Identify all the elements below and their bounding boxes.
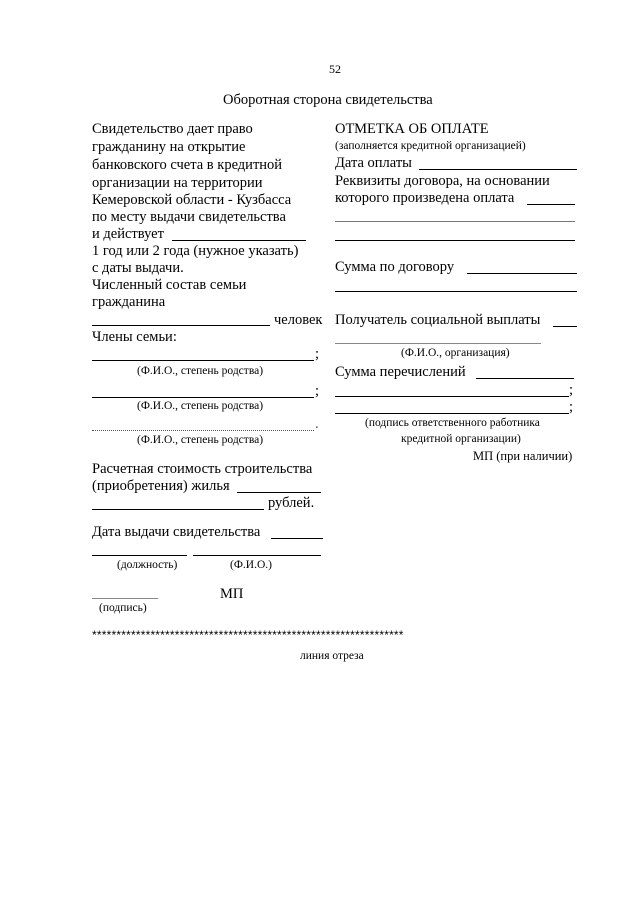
recipient-blank-2[interactable] [335, 343, 541, 344]
transfer-blank-2[interactable] [335, 396, 569, 397]
position-blank[interactable] [92, 555, 187, 556]
contract-sum-blank-2[interactable] [335, 291, 577, 292]
member-1-semicolon: ; [315, 346, 320, 362]
transfer-blank-3[interactable] [335, 413, 569, 414]
position-caption: (должность) [117, 559, 178, 571]
cost-line-2: (приобретения) жилья [92, 478, 230, 494]
cost-blank-1[interactable] [237, 492, 321, 493]
transfer-sum-blank[interactable] [476, 378, 574, 379]
payment-note: (заполняется кредитной организацией) [335, 140, 526, 152]
period-line-1: 1 год или 2 года (нужное указать) [92, 243, 299, 259]
payment-date-label: Дата оплаты [335, 155, 412, 171]
cost-blank-2[interactable] [92, 509, 264, 510]
contract-blank-2[interactable] [335, 221, 575, 222]
signature-blank[interactable] [92, 598, 158, 599]
contract-sum-label: Сумма по договору [335, 259, 455, 275]
contract-blank-3[interactable] [335, 240, 575, 241]
signer-fio-blank[interactable] [193, 555, 321, 556]
payment-date-blank[interactable] [419, 169, 577, 170]
member-1-blank[interactable] [92, 360, 314, 361]
signature-caption: (подпись) [99, 602, 147, 614]
cut-line-label: линия отреза [300, 650, 364, 662]
member-2-semicolon: ; [315, 383, 320, 399]
recipient-blank-1[interactable] [553, 326, 577, 327]
member-2-caption: (Ф.И.О., степень родства) [137, 400, 264, 412]
intro-line-3: банковского счета в кредитной [92, 157, 283, 173]
contract-blank-1[interactable] [527, 204, 575, 205]
valid-label: и действует [92, 226, 164, 242]
issue-date-label: Дата выдачи свидетельства [92, 524, 261, 540]
transfer-semicolon-2: ; [569, 399, 574, 415]
rubles-label: рублей. [268, 495, 315, 511]
intro-line-2: гражданину на открытие [92, 139, 246, 155]
recipient-label: Получатель социальной выплаты [335, 312, 541, 328]
period-line-2: с даты выдачи. [92, 260, 184, 276]
family-line-2: гражданина [92, 294, 166, 310]
persons-count-blank[interactable] [92, 325, 270, 326]
intro-line-5: Кемеровской области - Кузбасса [92, 192, 292, 208]
member-2-blank[interactable] [92, 397, 314, 398]
valid-until-blank[interactable] [172, 240, 306, 241]
stamp-label: МП [220, 586, 244, 602]
transfer-semicolon-1: ; [569, 382, 574, 398]
fio-caption: (Ф.И.О.) [230, 559, 272, 571]
page-number: 52 [329, 62, 341, 76]
member-3-caption: (Ф.И.О., степень родства) [137, 434, 264, 446]
family-line-1: Численный состав семьи [92, 277, 247, 293]
cut-line-stars: **************************************************************** [92, 628, 404, 642]
transfer-sum-label: Сумма перечислений [335, 364, 466, 380]
responsible-signature-caption-1: (подпись ответственного работника [365, 417, 540, 429]
fio-org-caption: (Ф.И.О., организация) [401, 347, 510, 359]
members-label: Члены семьи: [92, 329, 177, 345]
responsible-signature-caption-2: кредитной организации) [401, 433, 521, 445]
cost-line-1: Расчетная стоимость строительства [92, 461, 313, 477]
page-title: Оборотная сторона свидетельства [223, 92, 433, 108]
member-3-blank[interactable] [92, 430, 314, 431]
intro-line-6: по месту выдачи свидетельства [92, 209, 286, 225]
contract-line-2: которого произведена оплата [335, 190, 515, 206]
contract-sum-blank[interactable] [467, 273, 577, 274]
intro-line-1: Свидетельство дает право [92, 121, 253, 137]
persons-unit: человек [274, 312, 323, 328]
member-1-caption: (Ф.И.О., степень родства) [137, 365, 264, 377]
issue-date-blank[interactable] [271, 538, 323, 539]
member-3-period: . [315, 416, 319, 432]
contract-line-1: Реквизиты договора, на основании [335, 173, 550, 189]
intro-line-4: организации на территории [92, 175, 263, 191]
payment-heading: ОТМЕТКА ОБ ОПЛАТЕ [335, 121, 489, 137]
stamp-if-any: МП (при наличии) [473, 449, 573, 463]
